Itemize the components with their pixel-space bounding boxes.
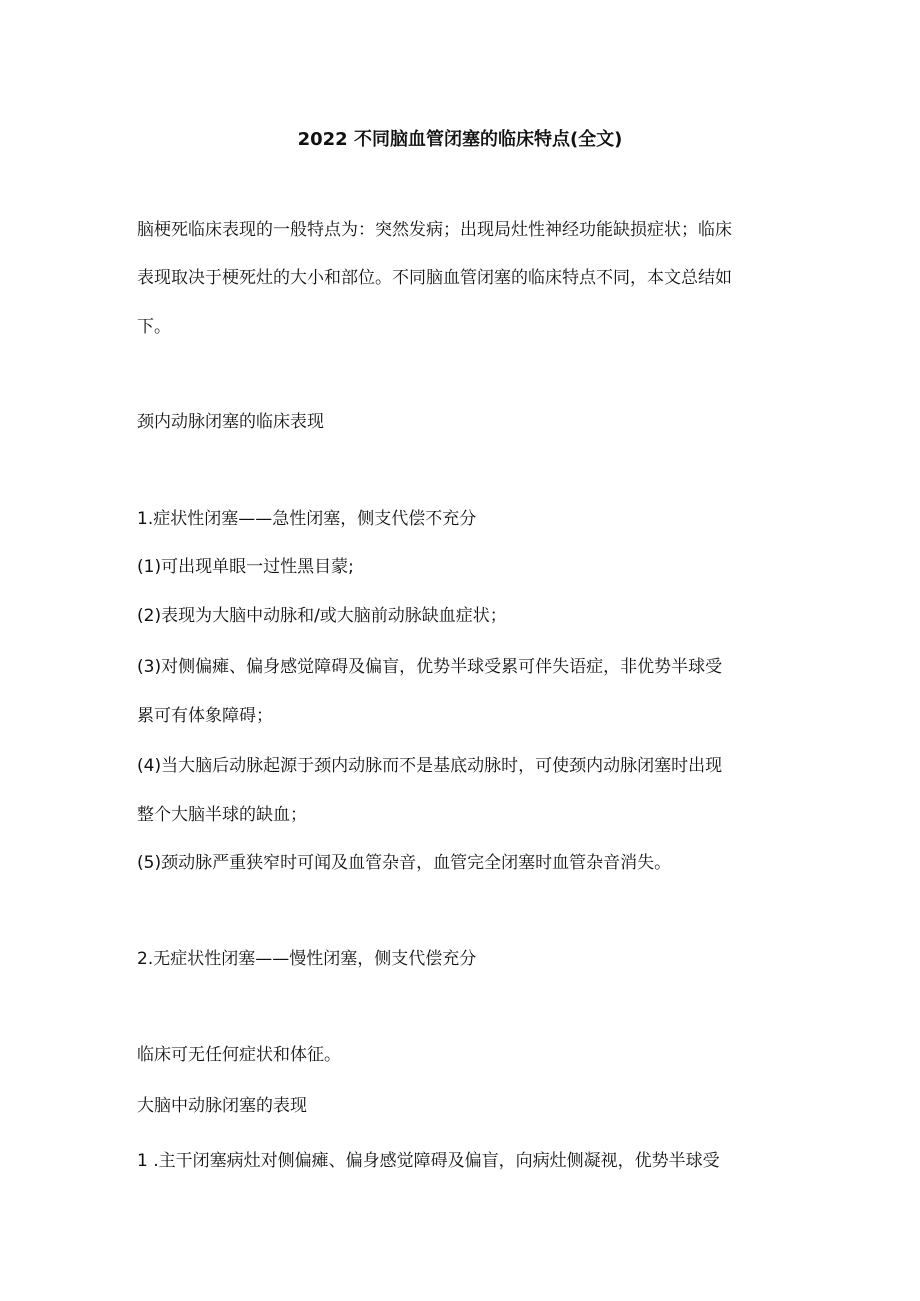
mca-item1-text: 1 .主干闭塞病灶对侧偏瘫、偏身感觉障碍及偏盲，向病灶侧凝视，优势半球受 bbox=[137, 1151, 720, 1171]
carotid-item2-heading: 2.无症状性闭塞——慢性闭塞，侧支代偿充分 bbox=[137, 949, 477, 969]
carotid-item1-line-3: (3)对侧偏瘫、偏身感觉障碍及偏盲，优势半球受累可伴失语症，非优势半球受 bbox=[137, 657, 723, 677]
carotid-item1-line-7: (5)颈动脉严重狭窄时可闻及血管杂音，血管完全闭塞时血管杂音消失。 bbox=[137, 853, 672, 873]
carotid-item1-line-6: 整个大脑半球的缺血； bbox=[137, 805, 307, 825]
section-heading-carotid: 颈内动脉闭塞的临床表现 bbox=[137, 412, 324, 432]
intro-line-1: 脑梗死临床表现的一般特点为：突然发病；出现局灶性神经功能缺损症状；临床 bbox=[137, 220, 732, 240]
carotid-item1-line-2: (2)表现为大脑中动脉和/或大脑前动脉缺血症状； bbox=[137, 606, 507, 626]
intro-line-3: 下。 bbox=[137, 317, 171, 337]
carotid-item1-line-4: 累可有体象障碍； bbox=[137, 706, 273, 726]
carotid-item1-heading: 1.症状性闭塞——急性闭塞，侧支代偿不充分 bbox=[137, 509, 477, 529]
intro-line-2: 表现取决于梗死灶的大小和部位。不同脑血管闭塞的临床特点不同，本文总结如 bbox=[137, 268, 732, 288]
section-heading-mca: 大脑中动脉闭塞的表现 bbox=[137, 1096, 307, 1116]
carotid-item2-text: 临床可无任何症状和体征。 bbox=[137, 1045, 341, 1065]
carotid-item1-line-1: (1)可出现单眼一过性黑目蒙; bbox=[137, 557, 354, 577]
document-title: 2022 不同脑血管闭塞的临床特点(全文) bbox=[297, 129, 623, 150]
carotid-item1-line-5: (4)当大脑后动脉起源于颈内动脉而不是基底动脉时，可使颈内动脉闭塞时出现 bbox=[137, 756, 723, 776]
